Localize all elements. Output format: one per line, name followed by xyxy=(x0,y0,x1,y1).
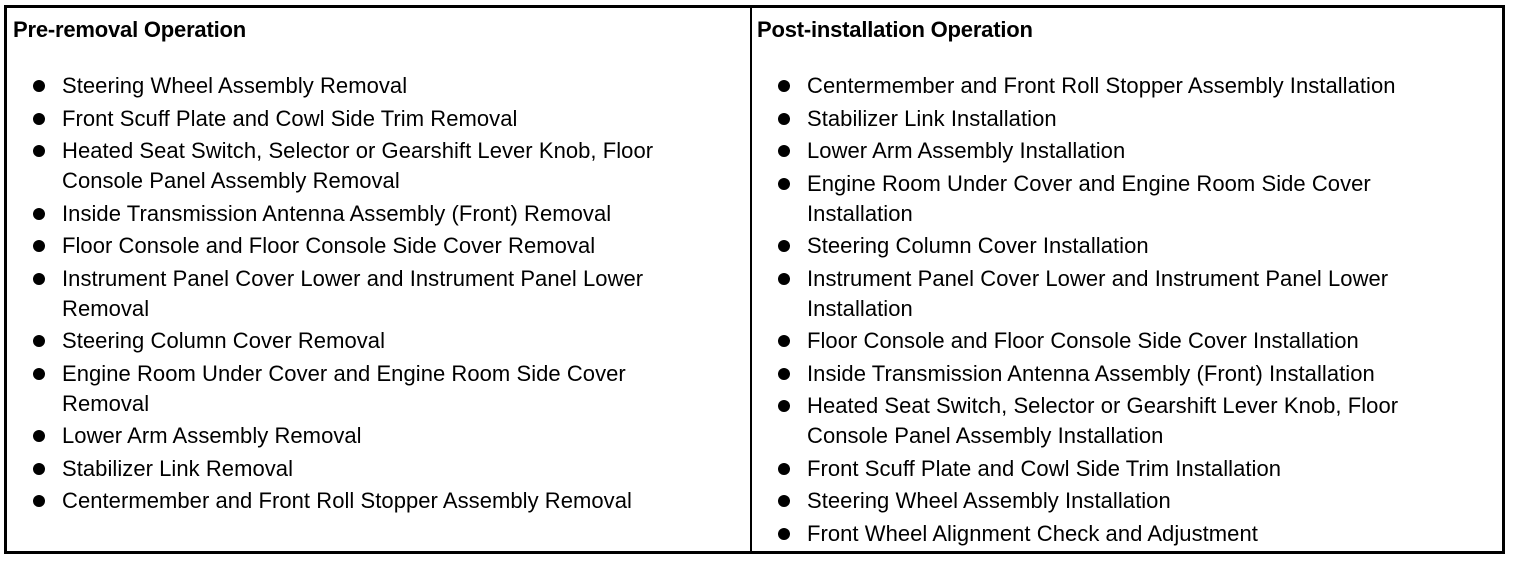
list-item xyxy=(752,231,1457,261)
list-item-text: Instrument Panel Cover Lower and Instrument Panel Lower Installation xyxy=(807,265,1389,321)
list-item xyxy=(752,264,1457,324)
bullet-icon xyxy=(778,400,790,412)
list-item-text: Engine Room Under Cover and Engine Room Side Cover Removal xyxy=(62,360,626,416)
list-item-text: Inside Transmission Antenna Assembly (Front) Removal xyxy=(62,200,612,226)
list-item-text: Steering Column Cover Installation xyxy=(807,233,1149,258)
list-item xyxy=(7,264,702,324)
bullet-icon xyxy=(33,430,45,442)
list-item xyxy=(7,421,702,451)
bullet-icon xyxy=(33,273,45,285)
bullet-icon xyxy=(778,178,790,190)
list-item xyxy=(7,359,702,419)
bullet-icon xyxy=(778,463,790,475)
list-item-text: Stabilizer Link Removal xyxy=(62,455,294,481)
pre-removal-list xyxy=(7,71,750,519)
list-item-text: Floor Console and Floor Console Side Cover Removal xyxy=(62,233,596,258)
list-item xyxy=(752,169,1457,229)
bullet-icon xyxy=(778,495,790,507)
bullet-icon xyxy=(33,145,45,157)
bullet-icon xyxy=(33,208,45,220)
list-item xyxy=(752,359,1457,389)
list-item-text: Lower Arm Assembly Removal xyxy=(62,423,362,448)
list-item-text: Steering Wheel Assembly Removal xyxy=(62,73,408,98)
list-item-text: Centermember and Front Roll Stopper Assembly Removal xyxy=(62,488,632,513)
list-item-text: Instrument Panel Cover Lower and Instrument Panel Lower Removal xyxy=(62,265,644,321)
post-installation-column xyxy=(752,8,1502,551)
list-item xyxy=(752,136,1457,166)
pre-removal-column xyxy=(7,8,752,551)
bullet-icon xyxy=(778,240,790,252)
list-item-text: Steering Wheel Assembly Installation xyxy=(807,488,1171,513)
bullet-icon xyxy=(33,80,45,92)
bullet-icon xyxy=(33,368,45,380)
list-item xyxy=(752,71,1457,101)
list-item-text: Inside Transmission Antenna Assembly (Front) Installation xyxy=(807,360,1375,386)
bullet-icon xyxy=(778,335,790,347)
post-installation-list xyxy=(752,71,1502,551)
list-item xyxy=(752,326,1457,356)
list-item-text: Stabilizer Link Installation xyxy=(807,105,1057,131)
bullet-icon xyxy=(778,145,790,157)
list-item-text: Lower Arm Assembly Installation xyxy=(807,138,1126,163)
bullet-icon xyxy=(33,495,45,507)
list-item-text: Front Scuff Plate and Cowl Side Trim Removal xyxy=(62,105,518,131)
list-item xyxy=(7,231,702,261)
list-item-text: Engine Room Under Cover and Engine Room Side Cover Installation xyxy=(807,170,1371,226)
list-item xyxy=(752,519,1457,549)
procedure-table xyxy=(4,5,1505,554)
list-item xyxy=(7,104,702,134)
bullet-icon xyxy=(778,273,790,285)
list-item xyxy=(752,486,1457,516)
list-item xyxy=(752,391,1457,451)
bullet-icon xyxy=(778,113,790,125)
post-installation-heading: Post-installation Operation xyxy=(757,17,1033,42)
list-item xyxy=(7,71,702,101)
bullet-icon xyxy=(778,80,790,92)
list-item xyxy=(752,454,1457,484)
list-item xyxy=(7,454,702,484)
list-item xyxy=(7,199,702,229)
bullet-icon xyxy=(778,368,790,380)
list-item xyxy=(7,326,702,356)
bullet-icon xyxy=(33,463,45,475)
list-item xyxy=(7,486,702,516)
bullet-icon xyxy=(33,335,45,347)
list-item-text: Centermember and Front Roll Stopper Assembly Installation xyxy=(807,73,1396,98)
list-item xyxy=(7,136,702,196)
list-item-text: Floor Console and Floor Console Side Cover Installation xyxy=(807,328,1359,353)
bullet-icon xyxy=(778,528,790,540)
list-item-text: Front Wheel Alignment Check and Adjustment xyxy=(807,520,1258,546)
list-item-text: Front Scuff Plate and Cowl Side Trim Installation xyxy=(807,455,1282,481)
list-item-text: Steering Column Cover Removal xyxy=(62,328,386,353)
bullet-icon xyxy=(33,240,45,252)
list-item-text: Heated Seat Switch, Selector or Gearshift Lever Knob, Floor Console Panel Assembly Installation xyxy=(807,393,1399,448)
pre-removal-heading: Pre-removal Operation xyxy=(13,17,246,42)
bullet-icon xyxy=(33,113,45,125)
list-item xyxy=(752,104,1457,134)
list-item-text: Heated Seat Switch, Selector or Gearshift Lever Knob, Floor Console Panel Assembly Removal xyxy=(62,138,654,193)
